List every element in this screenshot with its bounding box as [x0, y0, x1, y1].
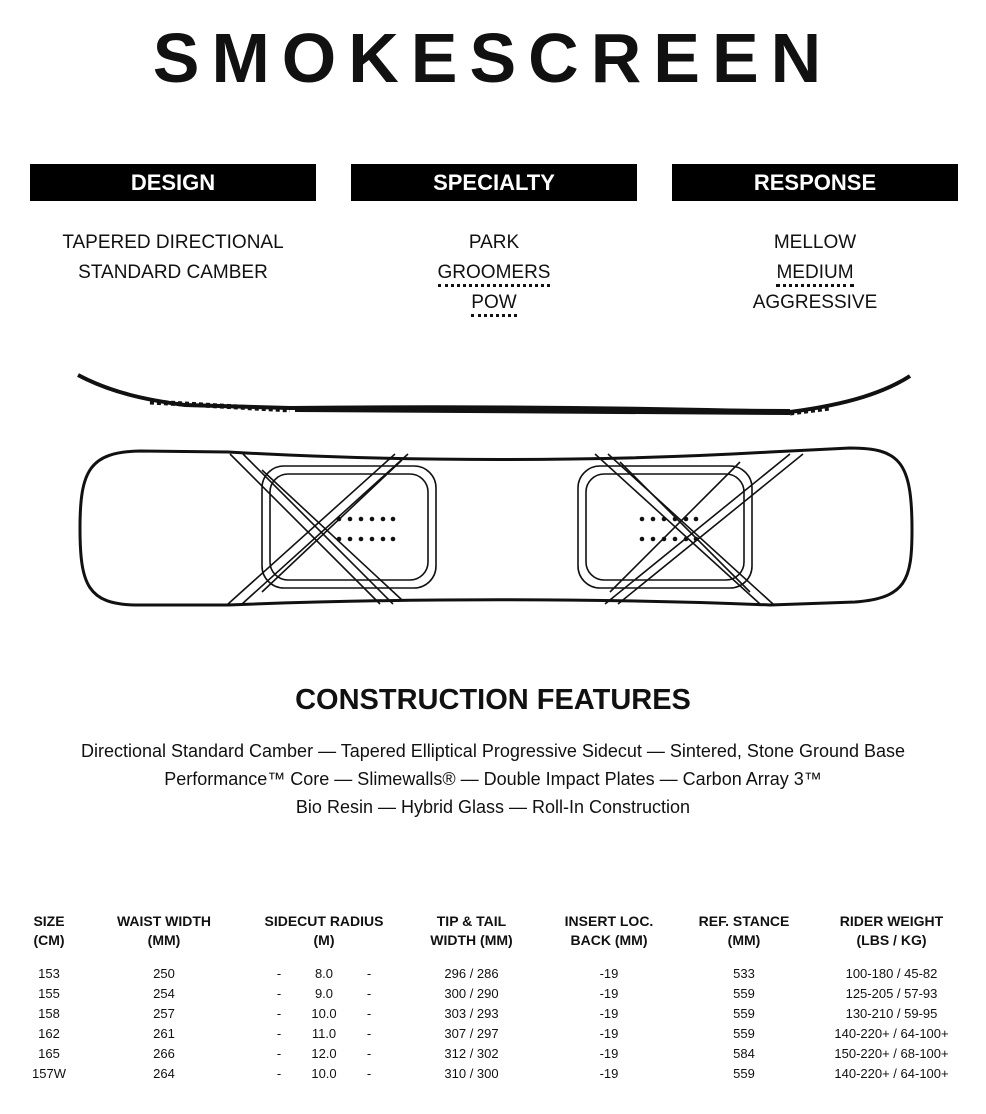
- table-cell: 155: [38, 985, 60, 1001]
- specialty-header: SPECIALTY: [351, 164, 637, 201]
- table-cell: [244, 1063, 404, 1083]
- table-cell: [244, 1003, 404, 1023]
- specialty-item-selected: POW: [471, 292, 516, 317]
- sidecut-dash: -: [366, 1045, 372, 1061]
- table-cell: 140-220+ / 64-100+: [834, 1025, 949, 1041]
- table-cell: 559: [733, 1025, 755, 1041]
- table-cell: [244, 1043, 404, 1063]
- table-cell: 310 / 300: [444, 1065, 499, 1081]
- table-cell: 165: [38, 1045, 60, 1061]
- table-cell: -19: [599, 985, 619, 1001]
- table-cell: 264: [153, 1065, 175, 1081]
- table-cell: [244, 963, 404, 983]
- table-cell: 100-180 / 45-82: [845, 965, 938, 981]
- column-header-insert: INSERT LOC. BACK (MM): [564, 913, 654, 948]
- specialty-list: [351, 230, 637, 320]
- table-cell: 296 / 286: [444, 965, 499, 981]
- sidecut-dash: -: [276, 1045, 282, 1061]
- construction-line: Bio Resin — Hybrid Glass — Roll-In Construction: [295, 797, 691, 817]
- design-header: DESIGN: [30, 164, 316, 201]
- table-cell: 257: [153, 1005, 175, 1021]
- table-cell: 162: [38, 1025, 60, 1041]
- response-list: [672, 230, 958, 320]
- sidecut-value: 8.0: [314, 965, 334, 981]
- sidecut-dash: -: [276, 1065, 282, 1081]
- table-row: [14, 1003, 974, 1023]
- table-cell: 533: [733, 965, 755, 981]
- table-cell: 312 / 302: [444, 1045, 499, 1061]
- table-cell: -19: [599, 1065, 619, 1081]
- sidecut-dash: -: [276, 1005, 282, 1021]
- specs-table: [14, 912, 974, 1083]
- sidecut-value: 10.0: [311, 1005, 337, 1021]
- table-row: [14, 1063, 974, 1083]
- table-row: [14, 963, 974, 983]
- table-cell: 153: [38, 965, 60, 981]
- table-cell: 250: [153, 965, 175, 981]
- design-item: STANDARD CAMBER: [78, 262, 268, 283]
- table-cell: 266: [153, 1045, 175, 1061]
- table-cell: 158: [38, 1005, 60, 1021]
- table-cell: -19: [599, 965, 619, 981]
- sidecut-dash: -: [276, 985, 282, 1001]
- sidecut-value: 12.0: [311, 1045, 337, 1061]
- response-header: RESPONSE: [672, 164, 958, 201]
- response-item: MELLOW: [773, 232, 857, 253]
- table-cell: 130-210 / 59-95: [845, 1005, 938, 1021]
- sidecut-dash: -: [366, 965, 372, 981]
- design-item: TAPERED DIRECTIONAL: [62, 232, 284, 253]
- table-cell: 559: [733, 1065, 755, 1081]
- column-header-tip-tail: TIP & TAIL WIDTH (MM): [430, 913, 513, 948]
- construction-title: CONSTRUCTION FEATURES: [295, 684, 691, 716]
- sidecut-value: 10.0: [311, 1065, 337, 1081]
- sidecut-dash: -: [276, 1025, 282, 1041]
- sidecut-dash: -: [366, 1025, 372, 1041]
- table-cell: 125-205 / 57-93: [845, 985, 938, 1001]
- column-header-rider-weight: RIDER WEIGHT (LBS / KG): [839, 913, 944, 948]
- table-header-row: [14, 912, 974, 963]
- table-cell: 303 / 293: [444, 1005, 499, 1021]
- table-cell: 254: [153, 985, 175, 1001]
- table-cell: 559: [733, 985, 755, 1001]
- table-cell: 157W: [32, 1065, 66, 1081]
- sidecut-dash: -: [276, 965, 282, 981]
- sidecut-value: 11.0: [311, 1025, 337, 1041]
- board-profile-icon: [78, 375, 910, 413]
- table-row: [14, 983, 974, 1003]
- construction-line: Directional Standard Camber — Tapered Elliptical Progressive Sidecut — Sintered, Stone Ground Base: [80, 741, 906, 761]
- specialty-item-selected: GROOMERS: [438, 262, 551, 287]
- table-cell: 150-220+ / 68-100+: [834, 1045, 949, 1061]
- table-row: [14, 1023, 974, 1043]
- specialty-item: PARK: [468, 232, 520, 253]
- column-header-size: SIZE (CM): [33, 913, 65, 948]
- board-top-icon: [80, 448, 912, 605]
- table-cell: [244, 1023, 404, 1043]
- table-row: [14, 1043, 974, 1063]
- table-cell: [244, 983, 404, 1003]
- column-header-sidecut: SIDECUT RADIUS (M): [264, 913, 384, 948]
- sidecut-value: 9.0: [314, 985, 334, 1001]
- sidecut-dash: -: [366, 1005, 372, 1021]
- table-cell: 307 / 297: [444, 1025, 499, 1041]
- table-cell: 261: [153, 1025, 175, 1041]
- table-cell: -19: [599, 1025, 619, 1041]
- column-header-waist: WAIST WIDTH (MM): [116, 913, 212, 948]
- table-cell: 140-220+ / 64-100+: [834, 1065, 949, 1081]
- table-cell: 300 / 290: [444, 985, 499, 1001]
- table-cell: -19: [599, 1005, 619, 1021]
- sidecut-dash: -: [366, 1065, 372, 1081]
- table-cell: -19: [599, 1045, 619, 1061]
- sidecut-dash: -: [366, 985, 372, 1001]
- response-item: AGGRESSIVE: [752, 292, 878, 313]
- design-list: [30, 230, 316, 290]
- table-cell: 584: [733, 1045, 755, 1061]
- construction-line: Performance™ Core — Slimewalls® — Double Impact Plates — Carbon Array 3™: [164, 769, 822, 789]
- column-header-stance: REF. STANCE (MM): [698, 913, 790, 948]
- table-cell: 559: [733, 1005, 755, 1021]
- snowboard-illustration: [0, 360, 986, 620]
- page-title: SMOKESCREEN: [152, 19, 834, 97]
- response-item-selected: MEDIUM: [776, 262, 853, 287]
